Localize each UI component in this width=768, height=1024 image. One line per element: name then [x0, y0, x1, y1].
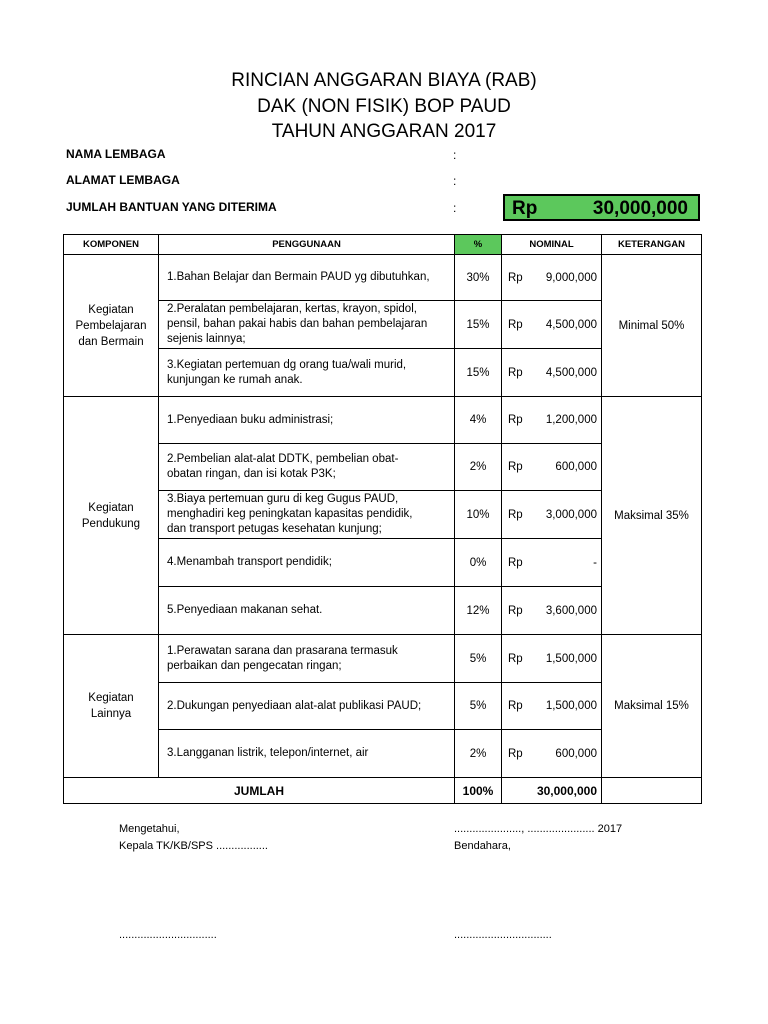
nominal-currency: Rp: [508, 461, 523, 473]
penggunaan-cell: [159, 349, 455, 397]
header-keterangan: KETERANGAN: [602, 235, 702, 255]
nominal-currency: Rp: [508, 271, 523, 284]
persen-cell: 5%: [455, 635, 502, 683]
komponen-text: Kegiatan: [88, 303, 134, 316]
kepala-label: Kepala TK/KB/SPS .................: [119, 840, 268, 852]
komponen-text: Pembelajaran: [75, 319, 147, 332]
penggunaan-text: 4.Menambah transport pendidik;: [167, 556, 332, 568]
persen-cell: 15%: [455, 349, 502, 397]
header-komponen: KOMPONEN: [64, 235, 159, 255]
penggunaan-text: 1.Bahan Belajar dan Bermain PAUD yg dibutuhkan,: [167, 271, 430, 283]
persen-cell: 12%: [455, 587, 502, 635]
nominal-value: 600,000: [555, 461, 597, 473]
penggunaan-text: obatan ringan, dan isi kotak P3K;: [167, 468, 336, 480]
komponen-cell: [64, 255, 159, 397]
penggunaan-cell: [159, 397, 455, 444]
nominal-cell: [502, 301, 602, 349]
komponen-text: Pendukung: [81, 517, 141, 530]
penggunaan-text: 3.Langganan listrik, telepon/internet, air: [167, 747, 369, 759]
persen-cell: 30%: [455, 255, 502, 301]
alamat-lembaga-colon: :: [453, 174, 457, 188]
jumlah-bantuan-amount: [503, 194, 700, 221]
nominal-value: 600,000: [555, 747, 597, 760]
persen-cell: 0%: [455, 539, 502, 587]
nominal-value: 1,200,000: [545, 414, 597, 426]
penggunaan-text: pensil, bahan pakai habis dan bahan pembelajaran: [167, 318, 428, 330]
penggunaan-cell: [159, 683, 455, 730]
penggunaan-cell: [159, 635, 455, 683]
penggunaan-cell: [159, 301, 455, 349]
doc-title-line-2: DAK (NON FISIK) BOP PAUD: [257, 96, 511, 117]
nominal-currency: Rp: [508, 604, 523, 617]
nominal-value: 3,000,000: [545, 508, 597, 521]
penggunaan-text: 1.Perawatan sarana dan prasarana termasuk: [167, 644, 398, 657]
doc-title-line-1: RINCIAN ANGGARAN BIAYA (RAB): [231, 70, 537, 91]
nominal-cell: [502, 444, 602, 491]
komponen-cell: [64, 635, 159, 778]
nominal-value: 9,000,000: [545, 271, 597, 284]
keterangan-cell: Minimal 50%: [602, 255, 702, 397]
amount-currency: Rp: [512, 198, 538, 219]
nama-lembaga-label: NAMA LEMBAGA: [66, 147, 166, 161]
mengetahui-label: Mengetahui,: [119, 823, 180, 835]
nominal-value: 4,500,000: [545, 318, 597, 331]
penggunaan-text: sejenis lainnya;: [167, 333, 246, 345]
penggunaan-text: dan transport petugas kesehatan kunjung;: [167, 523, 382, 535]
penggunaan-text: 3.Kegiatan pertemuan dg orang tua/wali murid,: [167, 358, 407, 371]
penggunaan-text: 3.Biaya pertemuan guru di keg Gugus PAUD,: [167, 493, 399, 505]
table-header-row: [64, 235, 702, 255]
penggunaan-text: 5.Penyediaan makanan sehat.: [167, 604, 323, 616]
keterangan-cell: Maksimal 15%: [602, 635, 702, 778]
rab-table: [63, 234, 702, 804]
nominal-value: 4,500,000: [545, 366, 597, 379]
place-date-line: ......................, ...................... 2017: [454, 823, 623, 835]
penggunaan-cell: [159, 491, 455, 539]
jumlah-bantuan-label: JUMLAH BANTUAN YANG DITERIMA: [66, 200, 277, 214]
penggunaan-text: 1.Penyediaan buku administrasi;: [167, 413, 334, 426]
nominal-value: 1,500,000: [545, 700, 597, 712]
penggunaan-cell: [159, 444, 455, 491]
nominal-currency: Rp: [508, 556, 523, 569]
kepala-signature-line: ................................: [119, 929, 217, 941]
alamat-lembaga-label: ALAMAT LEMBAGA: [66, 173, 180, 187]
komponen-text: Kegiatan: [88, 692, 134, 704]
penggunaan-text: 2.Peralatan pembelajaran, kertas, krayon, spidol,: [167, 303, 417, 315]
penggunaan-text: kunjungan ke rumah anak.: [167, 373, 303, 386]
keterangan-cell: Maksimal 35%: [602, 397, 702, 635]
komponen-text: Kegiatan: [88, 501, 134, 514]
total-row: [64, 778, 702, 804]
header-penggunaan: PENGGUNAAN: [159, 235, 455, 255]
header-persen: %: [455, 235, 502, 255]
table-row: [64, 255, 702, 301]
nominal-cell: [502, 539, 602, 587]
persen-cell: 2%: [455, 730, 502, 778]
nominal-cell: [502, 635, 602, 683]
penggunaan-text: menghadiri keg peningkatan kapasitas pendidik,: [167, 508, 413, 520]
nominal-value: -: [593, 556, 597, 569]
nama-lembaga-colon: :: [453, 148, 457, 162]
nominal-cell: [502, 397, 602, 444]
penggunaan-text: 2.Pembelian alat-alat DDTK, pembelian obat-: [167, 453, 399, 465]
persen-cell: 10%: [455, 491, 502, 539]
penggunaan-cell: [159, 587, 455, 635]
penggunaan-cell: [159, 730, 455, 778]
bendahara-signature-line: ................................: [454, 929, 552, 941]
jumlah-bantuan-colon: :: [453, 201, 457, 215]
amount-value: 30,000,000: [592, 198, 688, 219]
nominal-cell: [502, 730, 602, 778]
nominal-currency: Rp: [508, 700, 523, 712]
nominal-cell: [502, 349, 602, 397]
doc-title-line-3: TAHUN ANGGARAN 2017: [271, 121, 497, 142]
nominal-cell: [502, 587, 602, 635]
nominal-value: 3,600,000: [545, 604, 597, 617]
penggunaan-cell: [159, 539, 455, 587]
header-nominal: NOMINAL: [502, 235, 602, 255]
table-row: [64, 635, 702, 683]
persen-cell: 5%: [455, 683, 502, 730]
nominal-value: 1,500,000: [545, 652, 597, 665]
persen-cell: 2%: [455, 444, 502, 491]
nominal-currency: Rp: [508, 652, 523, 665]
total-pct: 100%: [455, 778, 502, 804]
nominal-currency: Rp: [508, 366, 523, 379]
total-keterangan-empty: [602, 778, 702, 804]
nominal-currency: Rp: [508, 318, 523, 331]
nominal-cell: [502, 255, 602, 301]
total-nominal: 30,000,000: [502, 778, 602, 804]
komponen-text: Lainnya: [90, 708, 132, 720]
persen-cell: 4%: [455, 397, 502, 444]
total-label: JUMLAH: [64, 778, 455, 804]
nominal-currency: Rp: [508, 508, 523, 521]
bendahara-label: Bendahara,: [454, 840, 511, 852]
penggunaan-cell: [159, 255, 455, 301]
nominal-currency: Rp: [508, 747, 523, 760]
komponen-cell: [64, 397, 159, 635]
table-row: [64, 397, 702, 444]
nominal-cell: [502, 491, 602, 539]
nominal-currency: Rp: [508, 414, 523, 426]
komponen-text: dan Bermain: [78, 335, 144, 348]
nominal-cell: [502, 683, 602, 730]
penggunaan-text: perbaikan dan pengecatan ringan;: [167, 659, 342, 672]
penggunaan-text: 2.Dukungan penyediaan alat-alat publikasi PAUD;: [167, 699, 422, 712]
persen-cell: 15%: [455, 301, 502, 349]
